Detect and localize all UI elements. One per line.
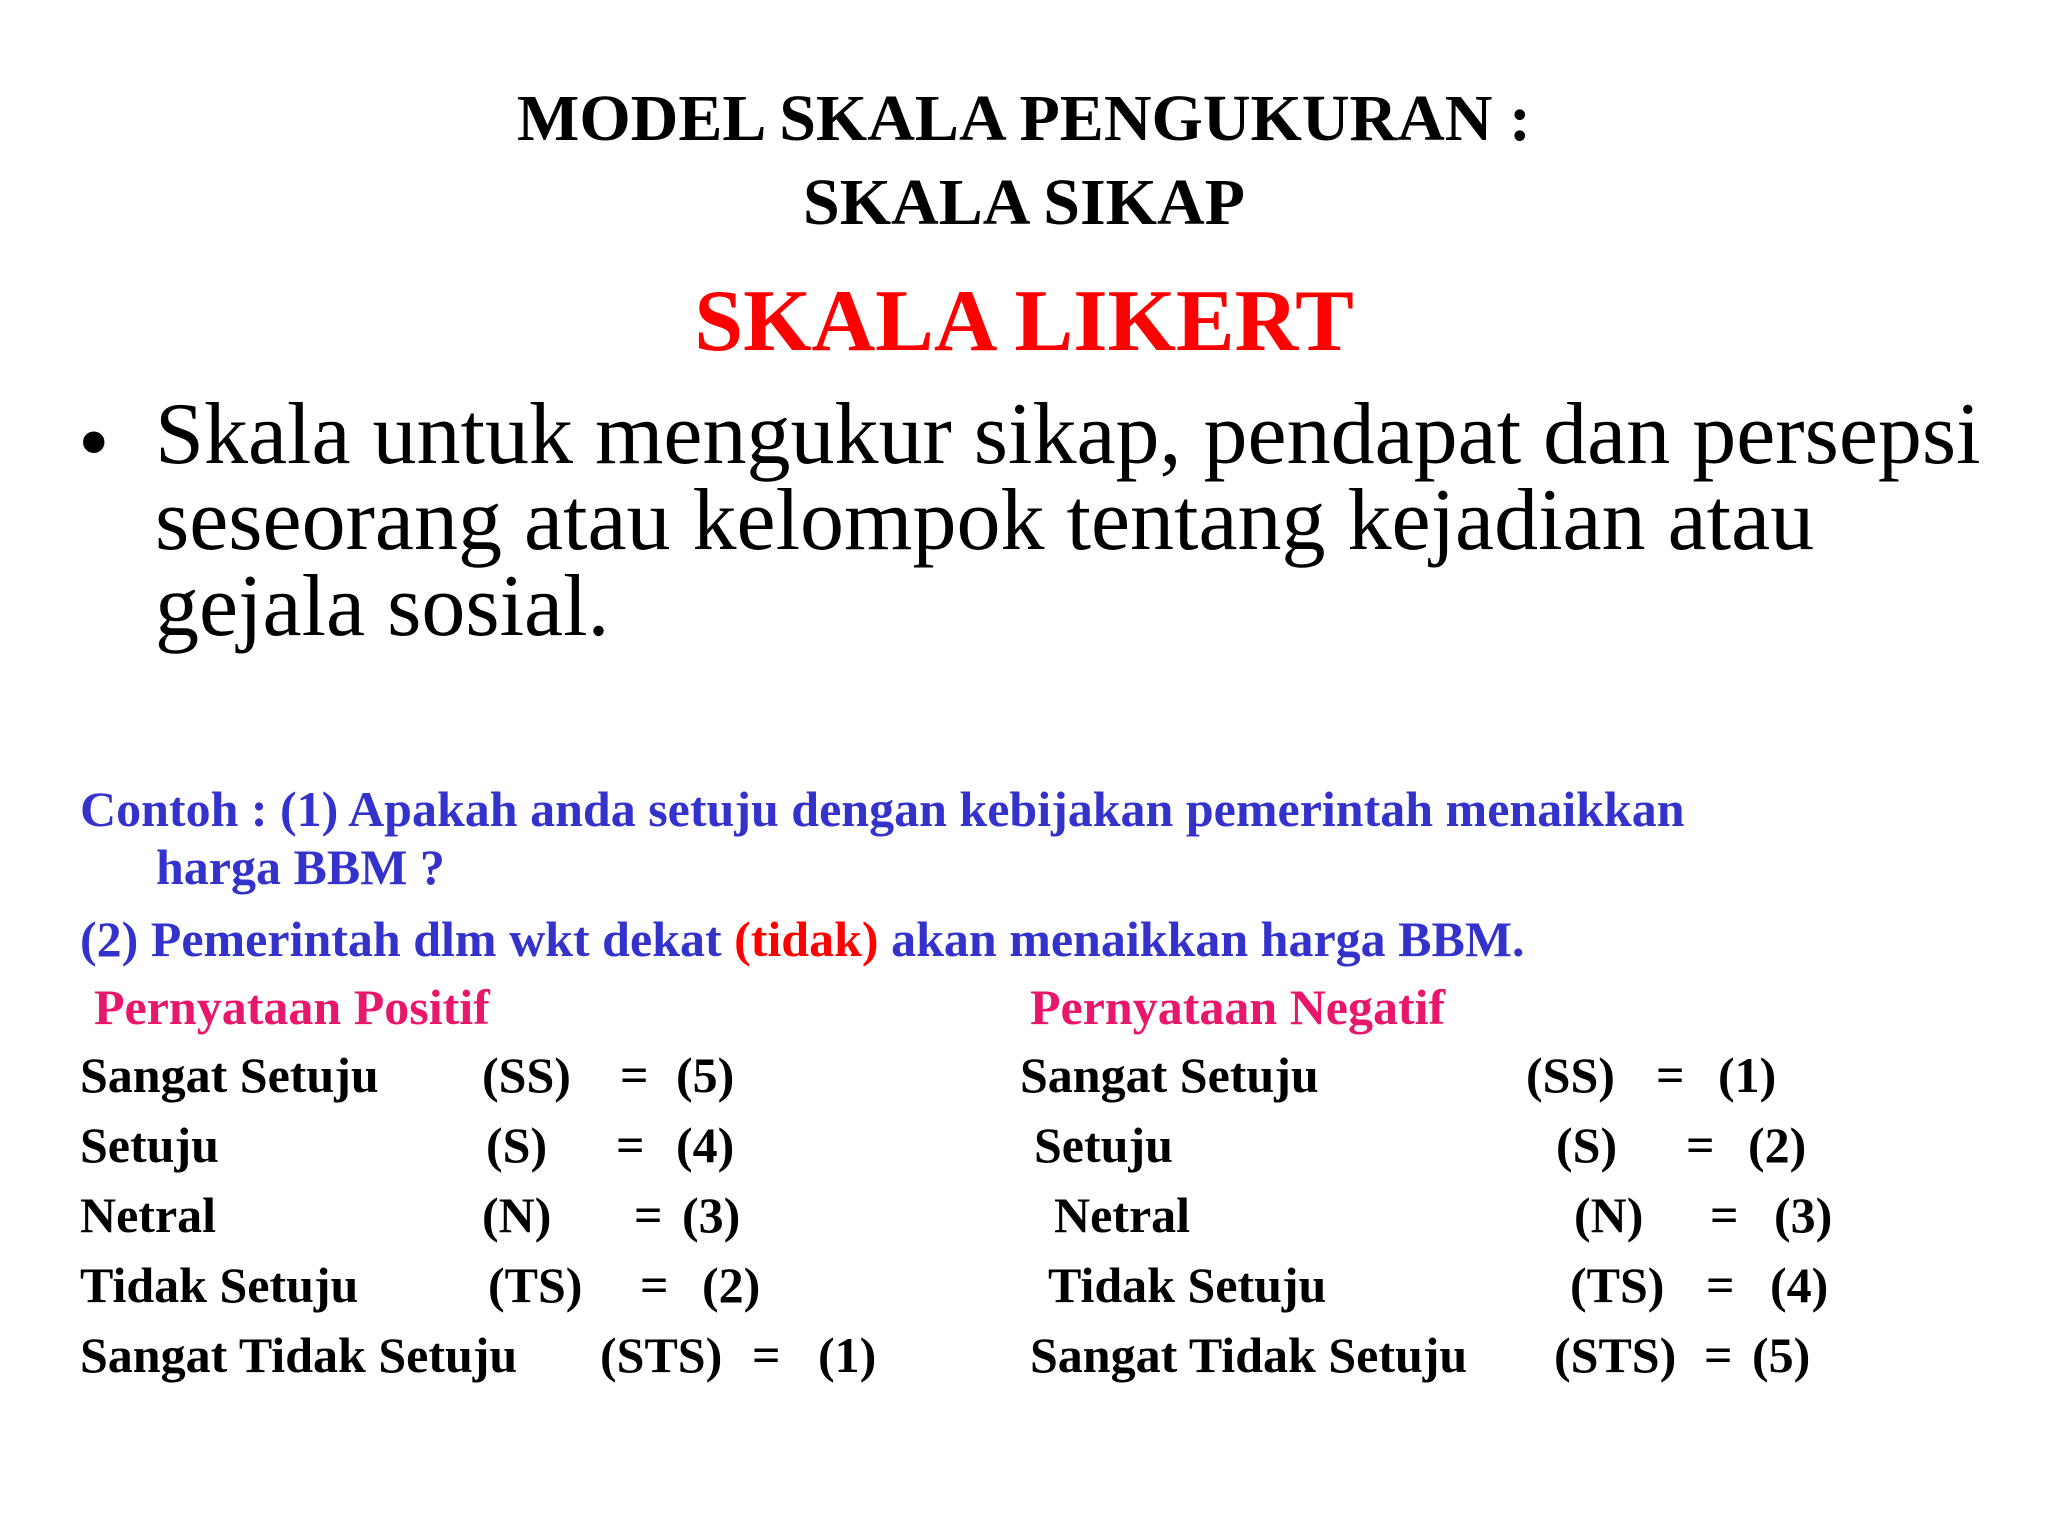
positive-row-4-code: (TS)	[488, 1257, 583, 1313]
positive-row-3-code: (N)	[482, 1187, 552, 1243]
positive-row-2-code: (S)	[486, 1117, 548, 1173]
negative-row-5-label: Sangat Tidak Setuju	[1030, 1327, 1468, 1383]
positive-row-5-label: Sangat Tidak Setuju	[80, 1327, 518, 1383]
positive-row-3-score: (3)	[682, 1187, 741, 1243]
positive-row-4-label: Tidak Setuju	[80, 1257, 359, 1313]
negative-row-4-equals: =	[1706, 1257, 1735, 1313]
negative-row-1-equals: =	[1656, 1047, 1685, 1103]
positive-row-3-equals: =	[634, 1187, 663, 1243]
slide-title-line-1: MODEL SKALA PENGUKURAN :	[517, 82, 1531, 155]
negative-row-1-label: Sangat Setuju	[1020, 1047, 1319, 1103]
positive-row-3-label: Netral	[80, 1187, 217, 1243]
negative-row-2-label: Setuju	[1034, 1117, 1173, 1173]
negative-row-5-score: (5)	[1752, 1327, 1811, 1383]
bullet-icon: •	[78, 393, 110, 492]
positive-row-5-code: (STS)	[600, 1327, 723, 1383]
likert-heading: SKALA LIKERT	[694, 273, 1354, 370]
negative-row-2-score: (2)	[1748, 1117, 1807, 1173]
negative-row-2-code: (S)	[1556, 1117, 1618, 1173]
negative-row-1-code: (SS)	[1526, 1047, 1615, 1103]
positive-row-5-score: (1)	[818, 1327, 877, 1383]
slide-title-line-2: SKALA SIKAP	[803, 166, 1245, 239]
negative-row-3-code: (N)	[1574, 1187, 1644, 1243]
example-2-text-start: (2) Pemerintah dlm wkt dekat	[80, 911, 735, 967]
positive-row-5-equals: =	[752, 1327, 781, 1383]
positive-row-2-equals: =	[616, 1117, 645, 1173]
negative-row-4-label: Tidak Setuju	[1048, 1257, 1327, 1313]
negative-row-3-label: Netral	[1054, 1187, 1191, 1243]
negative-row-2-equals: =	[1686, 1117, 1715, 1173]
negative-statement-heading: Pernyataan Negatif	[1030, 979, 1446, 1035]
positive-row-1-code: (SS)	[482, 1047, 571, 1103]
positive-row-4-score: (2)	[702, 1257, 761, 1313]
negative-row-3-score: (3)	[1774, 1187, 1833, 1243]
example-1-line-1: Contoh : (1) Apakah anda setuju dengan kebijakan pemerintah menaikkan	[80, 781, 1685, 837]
positive-row-1-label: Sangat Setuju	[80, 1047, 379, 1103]
positive-row-2-label: Setuju	[80, 1117, 219, 1173]
negative-row-4-code: (TS)	[1570, 1257, 1665, 1313]
positive-row-2-score: (4)	[676, 1117, 735, 1173]
negative-row-5-equals: =	[1704, 1327, 1733, 1383]
positive-statement-heading: Pernyataan Positif	[94, 979, 490, 1035]
example-1-line-2: harga BBM ?	[156, 839, 445, 895]
positive-row-1-score: (5)	[676, 1047, 735, 1103]
positive-row-4-equals: =	[640, 1257, 669, 1313]
example-2-text-end: akan menaikkan harga BBM.	[878, 911, 1525, 967]
example-2	[80, 911, 1525, 967]
definition-text: Skala untuk mengukur sikap, pendapat dan persepsi seseorang atau kelompok tentang kejadian atau gejala sosial.	[155, 386, 1981, 655]
negative-row-5-code: (STS)	[1554, 1327, 1677, 1383]
negative-row-3-equals: =	[1710, 1187, 1739, 1243]
example-2-highlight: (tidak)	[734, 911, 879, 967]
positive-row-1-equals: =	[620, 1047, 649, 1103]
negative-row-4-score: (4)	[1770, 1257, 1829, 1313]
negative-row-1-score: (1)	[1718, 1047, 1777, 1103]
